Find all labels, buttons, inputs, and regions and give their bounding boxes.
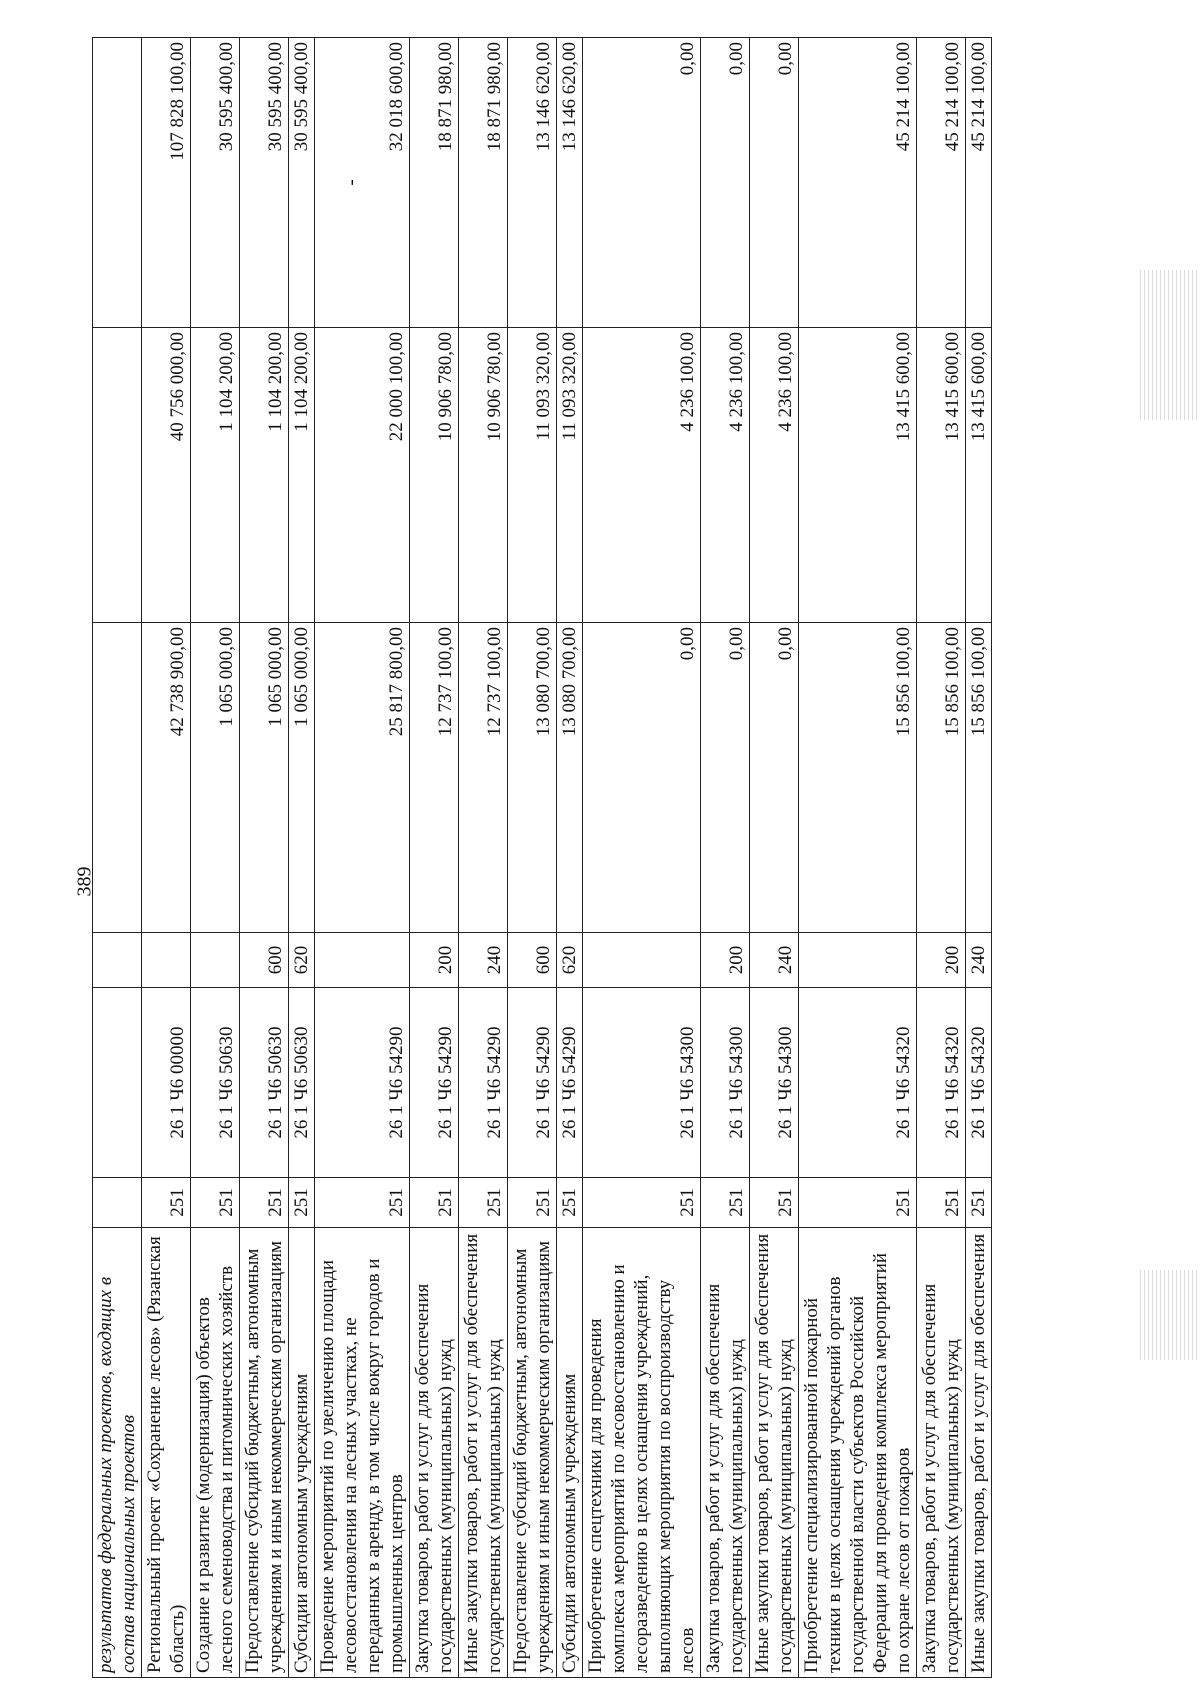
table-row: [191, 38, 240, 1678]
row-year3-cell: 0,00: [701, 38, 750, 328]
budget-table-body: [93, 38, 992, 1678]
table-row: [966, 38, 992, 1678]
rotated-table-container: [92, 38, 1054, 1678]
row-name-cell: Субсидии автономным учреждениям: [557, 1228, 583, 1678]
row-name-cell: Иные закупки товаров, работ и услуг для обеспечения государственных (муниципальных) нужд: [750, 1228, 799, 1678]
row-csr-cell: 26 1 Ч6 54290: [508, 988, 557, 1178]
row-csr-cell: 26 1 Ч6 50630: [240, 988, 289, 1178]
row-year3-cell: 18 871 980,00: [459, 38, 508, 328]
row-csr-cell: 26 1 Ч6 54320: [917, 988, 966, 1178]
row-vr-cell: [191, 933, 240, 988]
row-name-cell: Приобретение спецтехники для проведения комплекса мероприятий по лесовосстановлению и лесоразведению в целях оснащения учреждений, выполняющих мероприятия по воспроизводству лесов: [583, 1228, 701, 1678]
row-year1-cell: 1 065 000,00: [191, 623, 240, 933]
row-year1-cell: 42 738 900,00: [142, 623, 191, 933]
row-year2-cell: 13 415 600,00: [917, 328, 966, 623]
row-gr-cell: 251: [583, 1178, 701, 1228]
row-vr-cell: 240: [750, 933, 799, 988]
row-csr-cell: 26 1 Ч6 50630: [191, 988, 240, 1178]
row-csr-cell: 26 1 Ч6 54290: [557, 988, 583, 1178]
row-year3-cell: 45 214 100,00: [966, 38, 992, 328]
row-year2-cell: 1 104 200,00: [240, 328, 289, 623]
row-name-cell: Предоставление субсидий бюджетным, автономным учреждениям и иным некоммерческим организациям: [240, 1228, 289, 1678]
row-vr-cell: [93, 933, 142, 988]
row-csr-cell: 26 1 Ч6 50630: [289, 988, 315, 1178]
row-year2-cell: 22 000 100,00: [315, 328, 410, 623]
row-vr-cell: [142, 933, 191, 988]
table-row: [750, 38, 799, 1678]
row-gr-cell: 251: [459, 1178, 508, 1228]
table-row: [508, 38, 557, 1678]
table-row: [557, 38, 583, 1678]
row-name-cell: Предоставление субсидий бюджетным, автономным учреждениям и иным некоммерческим организациям: [508, 1228, 557, 1678]
row-year2-cell: 13 415 600,00: [966, 328, 992, 623]
table-row: [142, 38, 191, 1678]
table-row: [583, 38, 701, 1678]
row-csr-cell: 26 1 Ч6 54290: [410, 988, 459, 1178]
row-year3-cell: 18 871 980,00: [410, 38, 459, 328]
row-year1-cell: 25 817 800,00: [315, 623, 410, 933]
row-year1-cell: 0,00: [701, 623, 750, 933]
row-vr-cell: 240: [966, 933, 992, 988]
table-row: [93, 38, 142, 1678]
row-name-cell: Создание и развитие (модернизация) объектов лесного семеноводства и питомнических хозяйств: [191, 1228, 240, 1678]
budget-table: [92, 37, 992, 1678]
row-year2-cell: 4 236 100,00: [583, 328, 701, 623]
row-year3-cell: 30 595 400,00: [289, 38, 315, 328]
row-name-cell: Региональный проект «Сохранение лесов» (Рязанская область): [142, 1228, 191, 1678]
row-year1-cell: 0,00: [583, 623, 701, 933]
row-name-cell: Проведение мероприятий по увеличению площади лесовосстановления на лесных участках, не переданных в аренду, в том числе вокруг городов и промышленных центров: [315, 1228, 410, 1678]
row-name-cell: Закупка товаров, работ и услуг для обеспечения государственных (муниципальных) нужд: [410, 1228, 459, 1678]
row-year3-cell: 0,00: [583, 38, 701, 328]
row-vr-cell: [583, 933, 701, 988]
row-year3-cell: [93, 38, 142, 328]
row-gr-cell: 251: [557, 1178, 583, 1228]
row-gr-cell: [93, 1178, 142, 1228]
row-gr-cell: 251: [799, 1178, 917, 1228]
row-gr-cell: 251: [966, 1178, 992, 1228]
row-vr-cell: 620: [289, 933, 315, 988]
table-row: [410, 38, 459, 1678]
row-year3-cell: 45 214 100,00: [917, 38, 966, 328]
row-year2-cell: 40 756 000,00: [142, 328, 191, 623]
row-year2-cell: 4 236 100,00: [750, 328, 799, 623]
table-row: [240, 38, 289, 1678]
row-name-cell: Приобретение специализированной пожарной техники в целях оснащения учреждений органов государственной власти субъектов Российской Федерации для проведения комплекса мероприятий по охране лесов от пожаров: [799, 1228, 917, 1678]
row-name-cell: Закупка товаров, работ и услуг для обеспечения государственных (муниципальных) нужд: [917, 1228, 966, 1678]
row-year3-cell: 45 214 100,00: [799, 38, 917, 328]
row-gr-cell: 251: [750, 1178, 799, 1228]
row-year1-cell: 13 080 700,00: [508, 623, 557, 933]
row-year1-cell: 12 737 100,00: [459, 623, 508, 933]
row-vr-cell: [799, 933, 917, 988]
row-gr-cell: 251: [240, 1178, 289, 1228]
row-gr-cell: 251: [142, 1178, 191, 1228]
row-year1-cell: 1 065 000,00: [240, 623, 289, 933]
row-year2-cell: 13 415 600,00: [799, 328, 917, 623]
row-year2-cell: 4 236 100,00: [701, 328, 750, 623]
row-year2-cell: 11 093 320,00: [557, 328, 583, 623]
row-name-cell: Субсидии автономным учреждениям: [289, 1228, 315, 1678]
row-gr-cell: 251: [701, 1178, 750, 1228]
row-year3-cell: 107 828 100,00: [142, 38, 191, 328]
row-name-cell: Закупка товаров, работ и услуг для обеспечения государственных (муниципальных) нужд: [701, 1228, 750, 1678]
table-row: [315, 38, 410, 1678]
row-gr-cell: 251: [315, 1178, 410, 1228]
table-row: [799, 38, 917, 1678]
row-csr-cell: 26 1 Ч6 54320: [799, 988, 917, 1178]
row-vr-cell: 200: [410, 933, 459, 988]
row-gr-cell: 251: [191, 1178, 240, 1228]
row-year2-cell: [93, 328, 142, 623]
row-year1-cell: 15 856 100,00: [966, 623, 992, 933]
row-year2-cell: 1 104 200,00: [289, 328, 315, 623]
row-year1-cell: 13 080 700,00: [557, 623, 583, 933]
row-year2-cell: 1 104 200,00: [191, 328, 240, 623]
row-year2-cell: 10 906 780,00: [410, 328, 459, 623]
row-vr-cell: 620: [557, 933, 583, 988]
dash-mark: -: [341, 179, 362, 186]
row-csr-cell: 26 1 Ч6 54300: [750, 988, 799, 1178]
row-csr-cell: 26 1 Ч6 54290: [315, 988, 410, 1178]
row-vr-cell: 600: [508, 933, 557, 988]
row-vr-cell: [315, 933, 410, 988]
row-gr-cell: 251: [410, 1178, 459, 1228]
scan-artifact: [1140, 270, 1200, 420]
row-year2-cell: 11 093 320,00: [508, 328, 557, 623]
row-year3-cell: [315, 38, 410, 328]
row-csr-cell: [93, 988, 142, 1178]
scan-artifact: [1140, 1270, 1200, 1360]
row-csr-cell: 26 1 Ч6 54300: [583, 988, 701, 1178]
row-name-cell: результатов федеральных проектов, входящих в состав национальных проектов: [93, 1228, 142, 1678]
row-year1-cell: 0,00: [750, 623, 799, 933]
row-csr-cell: 26 1 Ч6 54320: [966, 988, 992, 1178]
row-gr-cell: 251: [289, 1178, 315, 1228]
row-csr-cell: 26 1 Ч6 00000: [142, 988, 191, 1178]
row-year1-cell: 12 737 100,00: [410, 623, 459, 933]
row-name-cell: Иные закупки товаров, работ и услуг для обеспечения: [966, 1228, 992, 1678]
row-year3-value: 32 018 600,00: [386, 42, 407, 152]
row-year1-cell: [93, 623, 142, 933]
table-row: [459, 38, 508, 1678]
row-year2-cell: 10 906 780,00: [459, 328, 508, 623]
row-gr-cell: 251: [917, 1178, 966, 1228]
row-year1-cell: 15 856 100,00: [799, 623, 917, 933]
row-csr-cell: 26 1 Ч6 54290: [459, 988, 508, 1178]
table-row: [701, 38, 750, 1678]
row-name-cell: Иные закупки товаров, работ и услуг для обеспечения государственных (муниципальных) нужд: [459, 1228, 508, 1678]
row-year3-cell: 30 595 400,00: [191, 38, 240, 328]
row-year1-cell: 15 856 100,00: [917, 623, 966, 933]
row-year3-cell: 13 146 620,00: [557, 38, 583, 328]
table-row: [917, 38, 966, 1678]
table-row: [289, 38, 315, 1678]
page-number: 389: [73, 866, 96, 897]
row-vr-cell: 600: [240, 933, 289, 988]
row-vr-cell: 200: [701, 933, 750, 988]
row-vr-cell: 200: [917, 933, 966, 988]
row-year3-cell: 0,00: [750, 38, 799, 328]
row-year3-cell: 13 146 620,00: [508, 38, 557, 328]
row-gr-cell: 251: [508, 1178, 557, 1228]
row-csr-cell: 26 1 Ч6 54300: [701, 988, 750, 1178]
row-vr-cell: 240: [459, 933, 508, 988]
row-year1-cell: 1 065 000,00: [289, 623, 315, 933]
row-year3-cell: 30 595 400,00: [240, 38, 289, 328]
